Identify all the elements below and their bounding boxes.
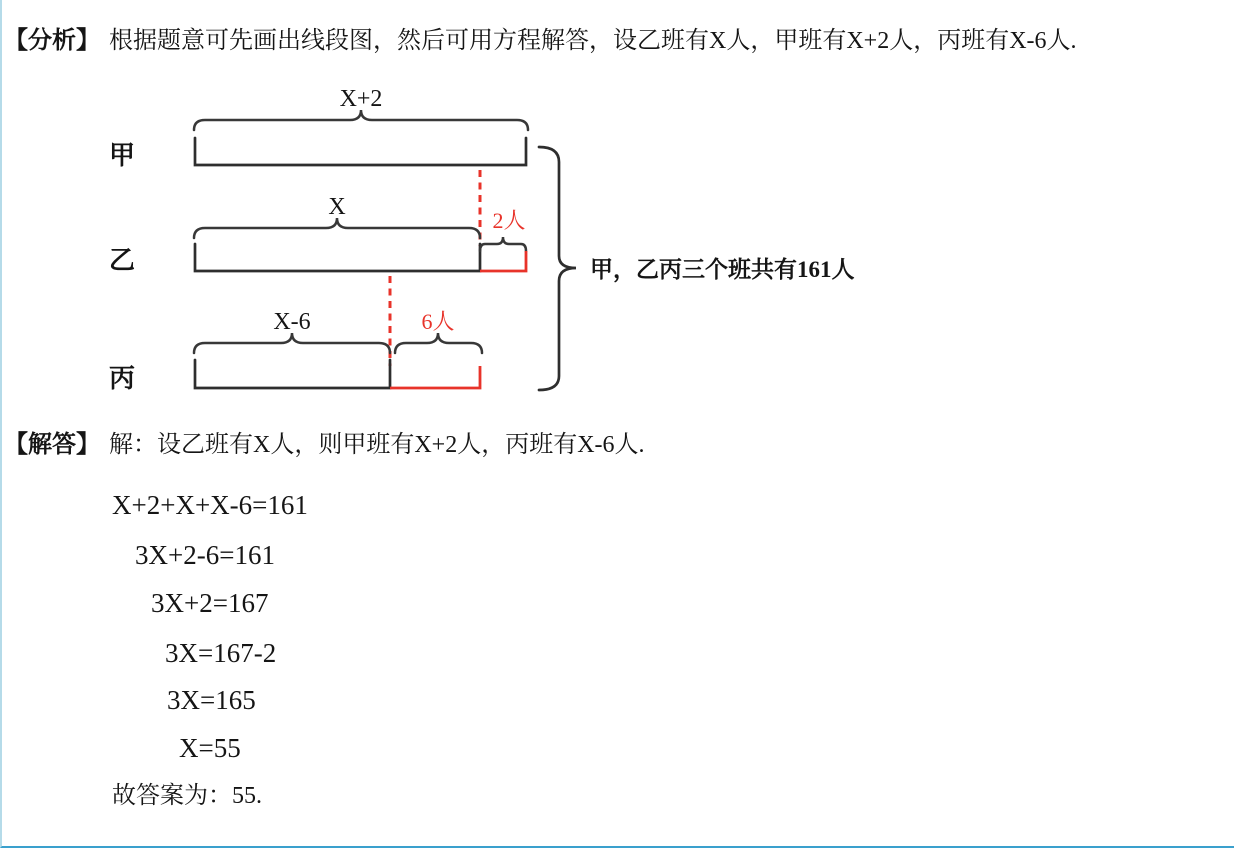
class-b-red-extension	[480, 251, 526, 271]
label-x-plus-2: X+2	[339, 86, 383, 112]
equation-step-5: 3X=165	[167, 685, 256, 715]
analysis-paragraph	[4, 26, 1077, 57]
total-label: 甲，乙丙三个班共有161人	[590, 257, 855, 282]
class-c-top-brace	[194, 333, 390, 353]
equation-step-1: X+2+X+X-6=161	[112, 490, 308, 520]
class-c-red-extension	[390, 366, 480, 388]
solution-intro: 解：设乙班有X人，则甲班有X+2人，丙班有X-6人.	[109, 432, 645, 458]
equation-step-4: 3X=167-2	[165, 638, 277, 668]
extra-2-brace	[480, 237, 526, 251]
solution-label: 【解答】	[4, 432, 100, 458]
segment-diagram	[2, 80, 922, 425]
extra-6-brace	[395, 333, 482, 353]
class-c-row-label: 丙	[108, 364, 136, 393]
label-x: X	[328, 194, 346, 220]
class-a-top-brace	[194, 110, 528, 130]
class-a-row-label: 甲	[108, 141, 136, 170]
class-a-bar	[195, 138, 526, 165]
class-b-row-label: 乙	[108, 246, 136, 275]
analysis-text: 根据题意可先画出线段图，然后可用方程解答，设乙班有X人，甲班有X+2人，丙班有X-6人.	[109, 28, 1077, 54]
label-x-minus-6: X-6	[273, 309, 311, 335]
equation-step-3: 3X+2=167	[151, 588, 269, 618]
class-b-bar	[195, 244, 480, 271]
class-c-bar	[195, 360, 390, 388]
equation-step-6: X=55	[179, 733, 241, 763]
extra-2-label: 2人	[492, 208, 526, 233]
conclusion-text: 故答案为：55.	[112, 783, 262, 809]
extra-6-label: 6人	[421, 309, 455, 334]
total-brace	[539, 147, 576, 390]
solution-paragraph	[4, 430, 645, 461]
class-b-top-brace	[194, 218, 480, 238]
equation-step-2: 3X+2-6=161	[135, 540, 275, 570]
analysis-label: 【分析】	[4, 28, 100, 54]
